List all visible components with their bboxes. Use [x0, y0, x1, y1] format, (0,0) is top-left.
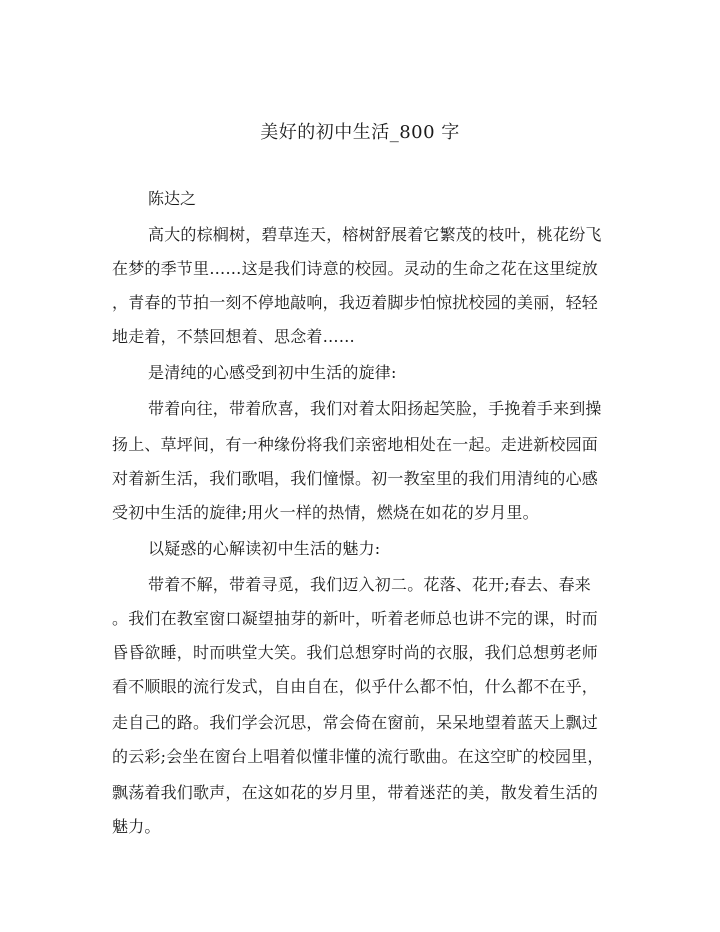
section-heading: 以疑惑的心解读初中生活的魅力: [148, 539, 381, 558]
body-line: 带着向往，带着欣喜，我们对着太阳扬起笑脸，手挽着手来到操 [148, 399, 602, 418]
body-line: 在梦的季节里……这是我们诗意的校园。灵动的生命之花在这里绽放 [112, 259, 599, 278]
body-line: 对着新生活，我们歌唱，我们憧憬。初一教室里的我们用清纯的心感 [112, 469, 599, 488]
body-line: 地走着，不禁回想着、思念着…… [112, 327, 356, 346]
body-line: 魅力。 [112, 817, 161, 836]
body-line: 扬上、草坪间，有一种缘份将我们亲密地相处在一起。走进新校园面 [112, 435, 599, 454]
body-line: ，青春的节拍一刻不停地敲响，我迈着脚步怕惊扰校园的美丽，轻轻 [112, 293, 599, 312]
body-line: 的云彩;会坐在窗台上唱着似懂非懂的流行歌曲。在这空旷的校园里， [112, 747, 604, 766]
section-heading: 是清纯的心感受到初中生活的旋律: [148, 363, 397, 382]
body-line: 受初中生活的旋律;用火一样的热情，燃烧在如花的岁月里。 [112, 503, 539, 522]
page-title: 美好的初中生活_800 字 [260, 122, 460, 143]
body-line: 看不顺眼的流行发式，自由自在，似乎什么都不怕，什么都不在乎， [112, 677, 599, 696]
body-line: 走自己的路。我们学会沉思，常会倚在窗前，呆呆地望着蓝天上飘过 [112, 713, 599, 732]
body-line: 高大的棕榈树，碧草连天，榕树舒展着它繁茂的枝叶，桃花纷飞 [148, 225, 602, 244]
body-line: 飘荡着我们歌声，在这如花的岁月里，带着迷茫的美，散发着生活的 [112, 783, 599, 802]
body-line: 带着不解，带着寻觅，我们迈入初二。花落、花开;春去、春来 [148, 575, 591, 594]
body-line: 昏昏欲睡，时而哄堂大笑。我们总想穿时尚的衣服，我们总想剪老师 [112, 643, 599, 662]
body-line: 。我们在教室窗口凝望抽芽的新叶，听着老师总也讲不完的课，时而 [112, 609, 599, 628]
author-name: 陈达之 [148, 189, 197, 208]
